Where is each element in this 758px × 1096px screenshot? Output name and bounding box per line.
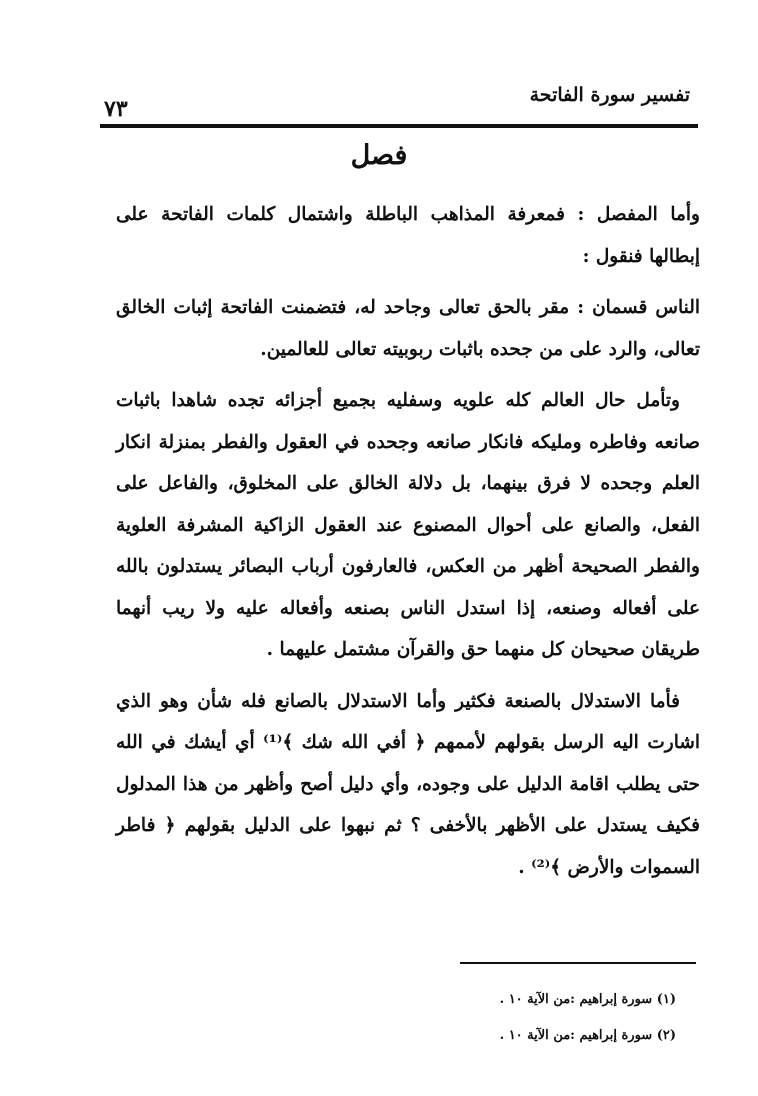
header-divider: [100, 124, 698, 128]
body-text: [116, 194, 700, 898]
page-header: [100, 82, 698, 128]
paragraph: الناس قسمان : مقر بالحق تعالى وجاحد له، فتضمنت الفاتحة إثبات الخالق تعالى، والرد على من جحده باثبات ربوبيته تعالى للعالمين.: [116, 297, 700, 360]
paragraph: وأما المفصل : فمعرفة المذاهب الباطلة واشتمال كلمات الفاتحة على إبطالها فنقول :: [116, 204, 700, 267]
footnote: (٢) سورة إبراهيم :من الآية ١٠ .: [499, 1028, 676, 1043]
footnote: (١) سورة إبراهيم :من الآية ١٠ .: [499, 992, 676, 1007]
paragraph: فأما الاستدلال بالصنعة فكثير وأما الاستدلال بالصانع فله شأن وهو الذي اشارت اليه الرسل بقولهم لأممهم ﴿ أفي الله شك ﴾⁽¹⁾ أي أيشك في الله حتى يطلب اقامة الدليل على وجوده، وأي دليل أصح وأظهر من هذا المدلول فكيف يستدل على الأظهر بالأخفى ؟ ثم نبهوا على الدليل بقولهم ﴿ فاطر السموات والأرض ﴾⁽²⁾ .: [116, 690, 700, 878]
running-title: تفسير سورة الفاتحة: [529, 84, 690, 106]
paragraph: وتأمل حال العالم كله علويه وسفليه بجميع أجزائه تجده شاهدا باثبات صانعه وفاطره ومليكه فانكار صانعه وجحده في العقول والفطر بمنزلة انكار العلم وجحده لا فرق بينهما، بل دلالة الخالق على المخلوق، والفاعل على الفعل، والصانع على أحوال المصنوع عند العقول الزاكية المشرفة العلوية والفطر الصحيحة أظهر من العكس، فالعارفون أرباب البصائر يستدلون بالله على أفعاله وصنعه، إذا استدل الناس بصنعه وأفعاله عليه ولا ريب أنهما طريقان صحيحان كل منهما حق والقرآن مشتمل عليهما .: [116, 390, 700, 660]
page-number: ٧٣: [104, 96, 128, 122]
footnotes: [376, 982, 676, 1054]
footnote-divider: [460, 962, 696, 964]
section-title: فصل: [350, 140, 408, 171]
